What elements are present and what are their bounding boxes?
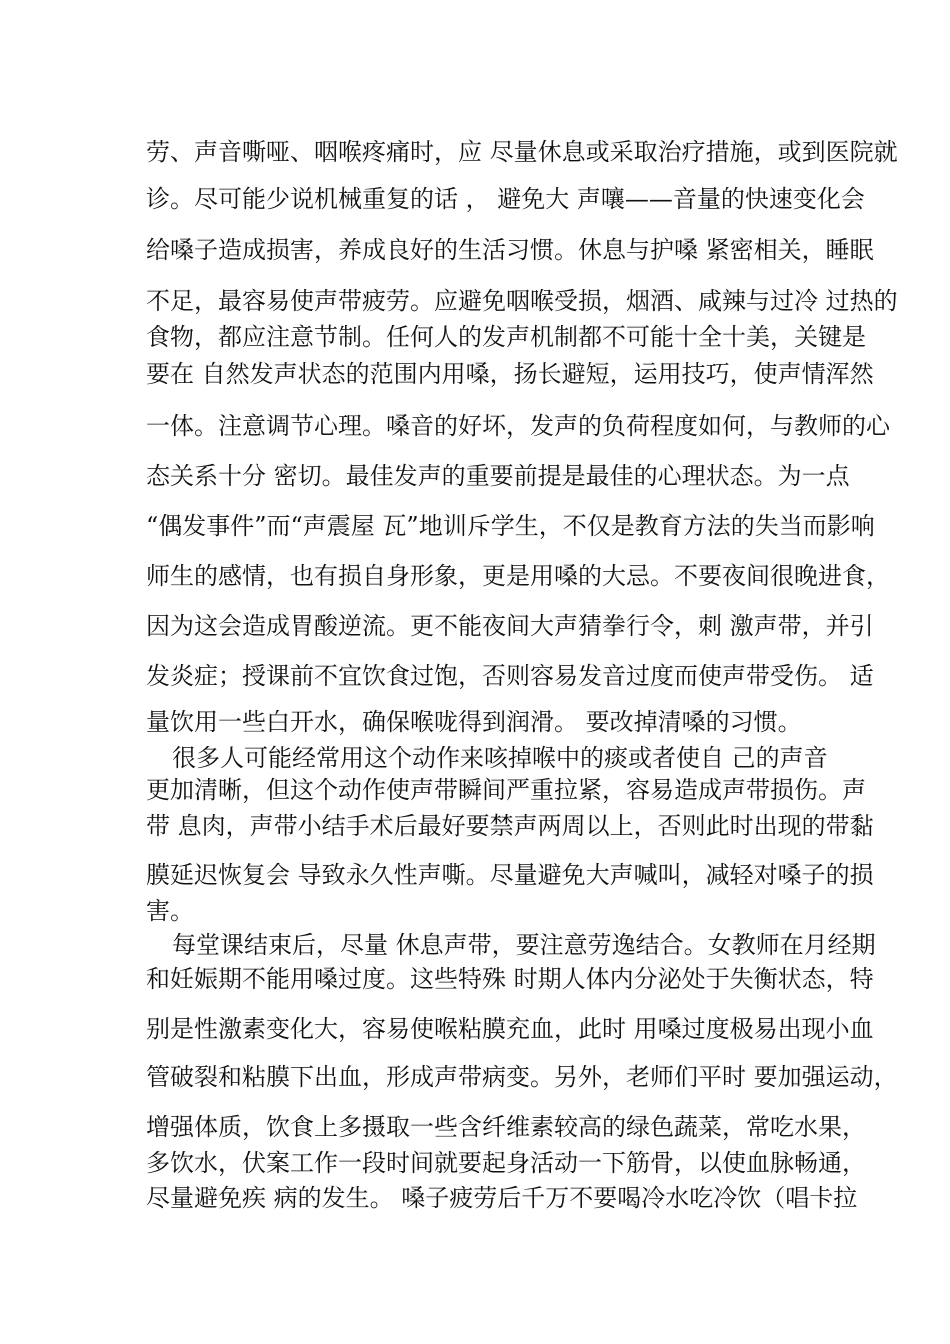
text-line: 尽量避免疾 病的发生。 嗓子疲劳后千万不要喝冷水吃冷饮（唱卡拉 [146,1184,858,1212]
text-line: “偶发事件”而“声震屋 瓦”地训斥学生，不仅是教育方法的失当而影响 [146,512,875,540]
text-line: 多饮水，伏案工作一段时间就要起身活动一下筋骨，以使血脉畅通， [146,1149,866,1177]
text-line: 害。 [146,897,194,925]
text-line: 劳、声音嘶哑、咽喉疼痛时，应 尽量休息或采取治疗措施，或到医院就 [146,138,898,166]
text-line: 给嗓子造成损害，养成良好的生活习惯。休息与护嗓 紧密相关，睡眠 [146,236,874,264]
paragraph-first-line: 很多人可能经常用这个动作来咳掉喉中的痰或者使自 己的声音 [172,744,828,772]
text-line: 带 息肉，声带小结手术后最好要禁声两周以上，否则此时出现的带黏 [146,812,874,840]
text-line: 因为这会造成胃酸逆流。更不能夜间大声猜拳行令，刺 激声带，并引 [146,612,874,640]
text-line: 和妊娠期不能用嗓过度。这些特殊 时期人体内分泌处于失衡状态，特 [146,965,874,993]
text-line: 诊。尽可能少说机械重复的话 ， 避免大 声嚷——音量的快速变化会 [146,185,865,213]
text-line: 管破裂和粘膜下出血，形成声带病变。另外，老师们平时 要加强运动， [146,1063,898,1091]
text-line: 增强体质，饮食上多摄取一些含纤维素较高的绿色蔬菜，常吃水果， [146,1113,866,1141]
text-line: 师生的感情，也有损自身形象，更是用嗓的大忌。不要夜间很晚进食， [146,562,890,590]
text-line: 态关系十分 密切。最佳发声的重要前提是最佳的心理状态。为一点 [146,462,850,490]
text-line: 要在 自然发声状态的范围内用嗓，扬长避短，运用技巧，使声情浑然 [146,360,874,388]
text-line: 发炎症；授课前不宜饮食过饱，否则容易发音过度而使声带受伤。 适 [146,662,874,690]
text-line: 更加清晰，但这个动作使声带瞬间严重拉紧，容易造成声带损伤。声 [146,776,866,804]
paragraph-first-line: 每堂课结束后，尽量 休息声带，要注意劳逸结合。女教师在月经期 [172,931,876,959]
text-line: 一体。注意调节心理。嗓音的好坏，发声的负荷程度如何，与教师的心 [146,412,890,440]
text-line: 量饮用一些白开水，确保喉咙得到润滑。 要改掉清嗓的习惯。 [146,708,802,736]
text-line: 膜延迟恢复会 导致永久性声嘶。尽量避免大声喊叫，减轻对嗓子的损 [146,861,874,889]
text-line: 食物，都应注意节制。任何人的发声机制都不可能十全十美，关键是 [146,323,866,351]
text-line: 别是性激素变化大，容易使喉粘膜充血，此时 用嗓过度极易出现小血 [146,1015,874,1043]
text-line: 不足，最容易使声带疲劳。应避免咽喉受损，烟酒、咸辣与过冷 过热的 [146,287,898,315]
